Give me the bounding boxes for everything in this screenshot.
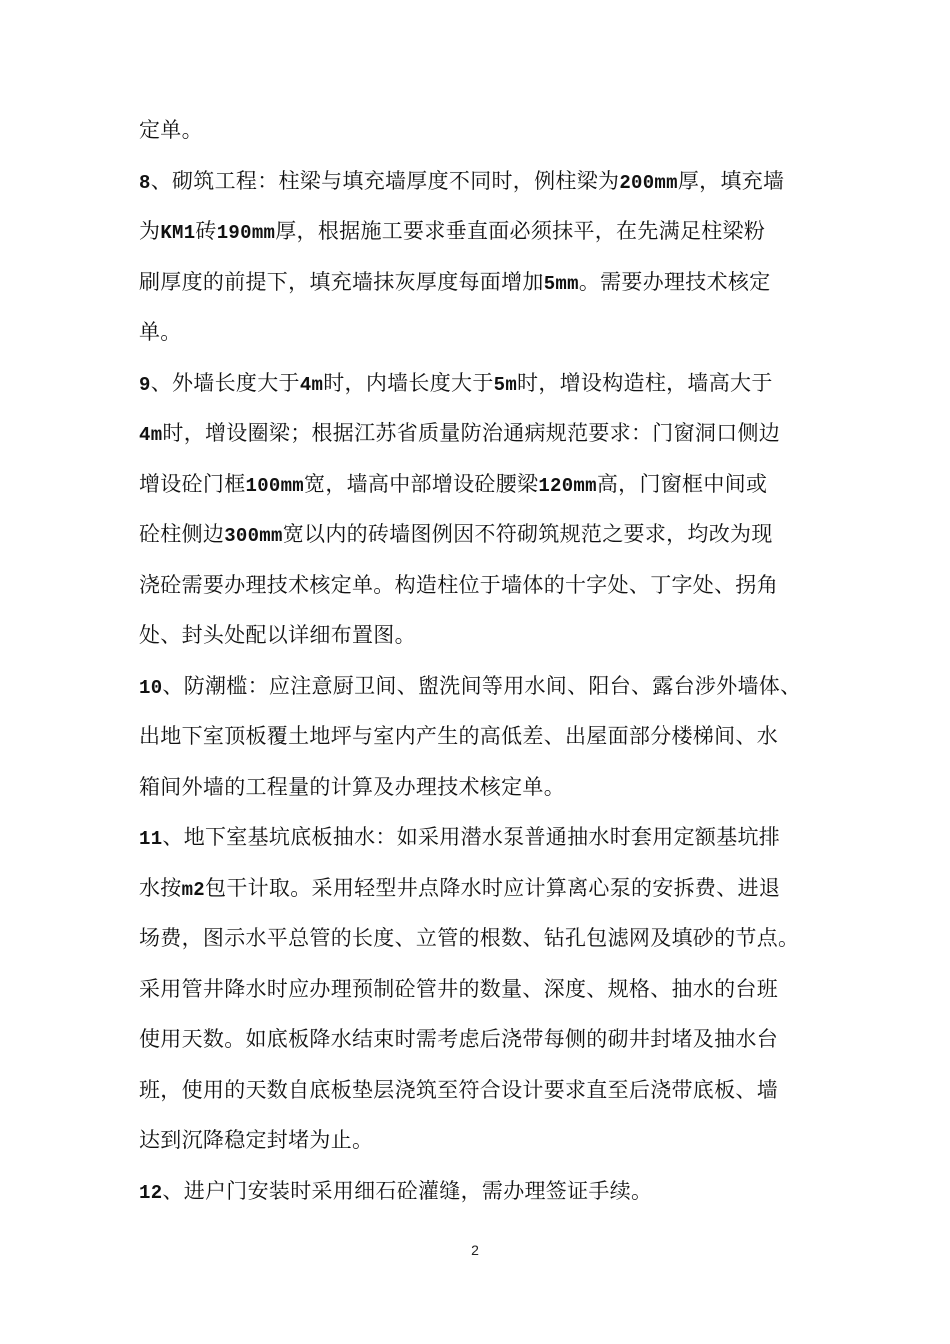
- text-line: 场费，图示水平总管的长度、立管的根数、钻孔包滤网及填砂的节点。: [139, 926, 800, 950]
- text-line: 11、地下室基坑底板抽水：如采用潜水泵普通抽水时套用定额基坑排: [139, 825, 781, 850]
- text-line: 10、防潮槛：应注意厨卫间、盥洗间等用水间、阳台、露台涉外墙体、: [139, 674, 802, 699]
- text-line: 9、外墙长度大于4m时，内墙长度大于5m时，增设构造柱，墙高大于: [139, 371, 773, 396]
- text-line: 达到沉降稳定封堵为止。: [139, 1128, 374, 1152]
- text-line: 为KM1砖190mm厚，根据施工要求垂直面必须抹平，在先满足柱梁粉: [139, 219, 766, 244]
- page-number: 2: [471, 1242, 479, 1258]
- text-line: 使用天数。如底板降水结束时需考虑后浇带每侧的砌井封堵及抽水台: [139, 1027, 778, 1051]
- text-line: 水按m2包干计取。采用轻型井点降水时应计算离心泵的安拆费、进退: [139, 876, 781, 901]
- text-line: 箱间外墙的工程量的计算及办理技术核定单。: [139, 775, 565, 799]
- text-line: 班，使用的天数自底板垫层浇筑至符合设计要求直至后浇带底板、墙: [139, 1078, 778, 1102]
- text-line: 刷厚度的前提下，填充墙抹灰厚度每面增加5mm。需要办理技术核定: [139, 270, 771, 295]
- text-line: 12、进户门安装时采用细石砼灌缝，需办理签证手续。: [139, 1179, 653, 1204]
- text-line: 4m时，增设圈梁；根据江苏省质量防治通病规范要求：门窗洞口侧边: [139, 421, 781, 446]
- text-line: 单。: [139, 320, 182, 344]
- text-line: 砼柱侧边300mm宽以内的砖墙图例因不符砌筑规范之要求，均改为现: [139, 522, 773, 547]
- text-line: 定单。: [139, 118, 203, 142]
- text-line: 出地下室顶板覆土地坪与室内产生的高低差、出屋面部分楼梯间、水: [139, 724, 778, 748]
- text-line: 8、砌筑工程：柱梁与填充墙厚度不同时，例柱梁为200mm厚，填充墙: [139, 169, 785, 194]
- text-line: 增设砼门框100mm宽，墙高中部增设砼腰梁120mm高，门窗框中间或: [139, 472, 768, 497]
- text-line: 浇砼需要办理技术核定单。构造柱位于墙体的十字处、丁字处、拐角: [139, 573, 778, 597]
- text-line: 处、封头处配以详细布置图。: [139, 623, 416, 647]
- text-line: 采用管井降水时应办理预制砼管井的数量、深度、规格、抽水的台班: [139, 977, 778, 1001]
